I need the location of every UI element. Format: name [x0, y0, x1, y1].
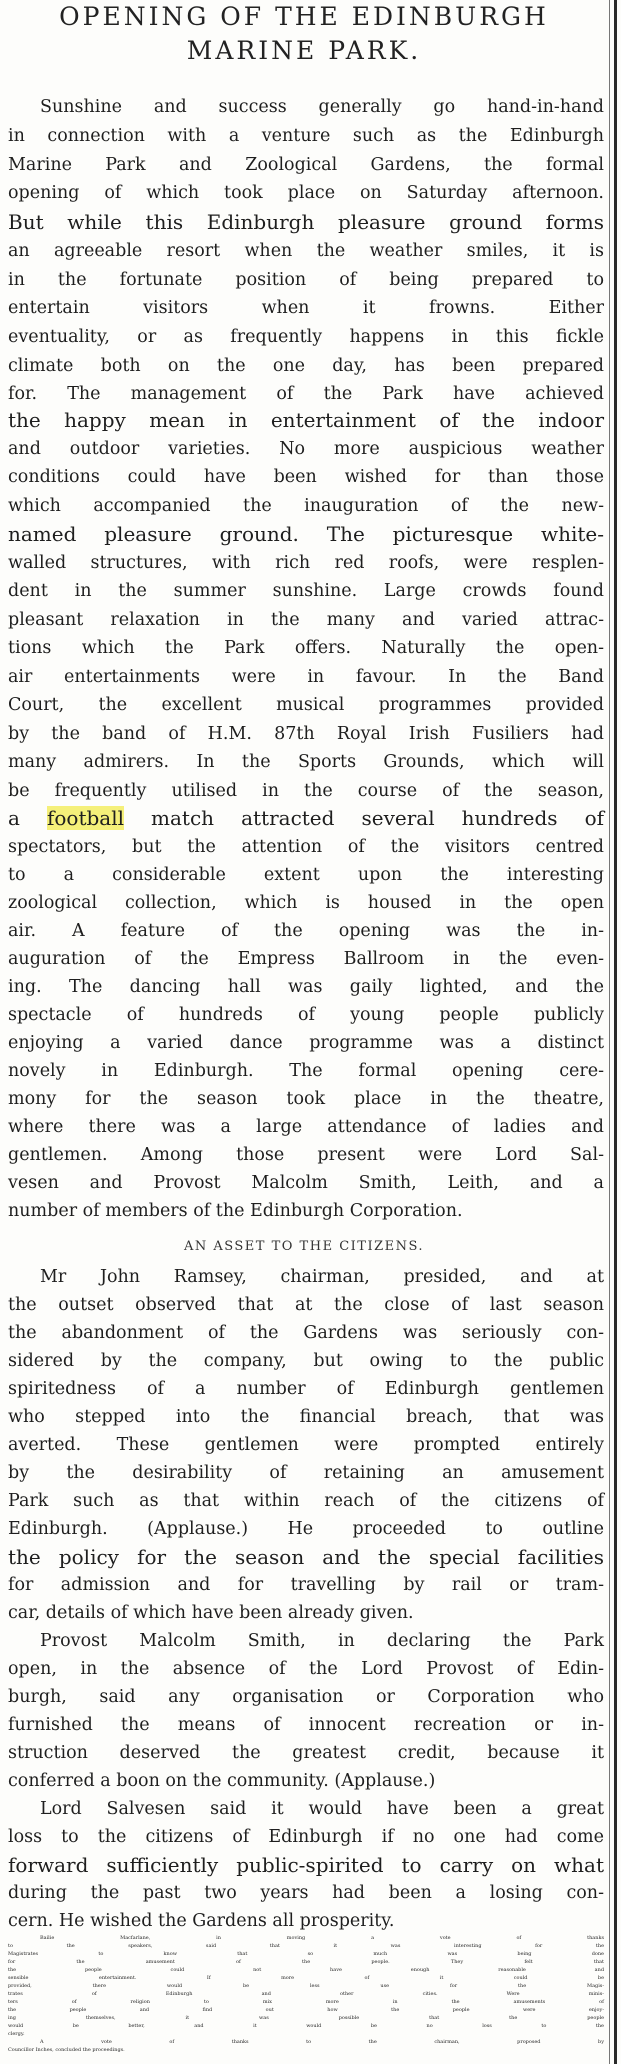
article-line: Edinburgh. (Applause.) He proceeded to outline	[8, 1519, 604, 1539]
article-line: the outset observed that at the close of last season	[8, 1295, 604, 1315]
article-line: to the speakers, said that it was interesting for the	[8, 1943, 604, 1949]
article-line: during the past two years had been a losing con-	[8, 1883, 604, 1903]
headline-line-1: OPENING OF THE EDINBURGH	[59, 2, 549, 31]
article-line: car, details of which have been already given.	[8, 1603, 414, 1623]
column-rule	[614, 0, 617, 2064]
article-line: mony for the season took place in the theatre,	[8, 1089, 604, 1109]
article-line: for the amusement of the people. They felt that	[8, 1959, 604, 1965]
article-line: the happy mean in entertainment of the indoor	[8, 408, 604, 432]
article-line: furnished the means of innocent recreation or in-	[8, 1715, 604, 1735]
article-line: tions which the Park offers. Naturally the open-	[8, 638, 604, 658]
article-line: walled structures, with rich red roofs, were resplen-	[8, 553, 604, 573]
article-line: air. A feature of the opening was the in-	[8, 921, 604, 941]
article-line: spectacle of hundreds of young people publicly	[8, 1005, 604, 1025]
article-line: ing themselves, it was possible that the people	[8, 2015, 604, 2021]
article-line: pleasant relaxation in the many and varied attrac-	[8, 610, 604, 630]
article-line: Mr John Ramsey, chairman, presided, and at	[40, 1267, 604, 1287]
article-line: the people and find out how the people were enjoy-	[8, 2007, 604, 2013]
article-line: Bailie Macfarlane, in moving a vote of thanks	[40, 1935, 604, 1941]
article-line: who stepped into the financial breach, that was	[8, 1407, 604, 1427]
article-line: in the fortunate position of being prepared to	[8, 270, 604, 290]
article-line: opening of which took place on Saturday afternoon.	[8, 183, 604, 203]
article-line: Park such as that within reach of the citizens of	[8, 1491, 604, 1511]
headline-line-2: MARINE PARK.	[186, 36, 422, 65]
article-line: the abandonment of the Gardens was seriously con-	[8, 1323, 604, 1343]
article-line: enjoying a varied dance programme was a distinct	[8, 1033, 604, 1053]
article-line: would be better, and it would be no loss to the	[8, 2023, 604, 2029]
article-line: Councillor Inches, concluded the proceedings.	[8, 2047, 125, 2053]
article-line: dent in the summer sunshine. Large crowds found	[8, 581, 604, 601]
article-line: where there was a large attendance of ladies and	[8, 1117, 604, 1137]
article-line: conferred a boon on the community. (Applause.)	[8, 1771, 436, 1791]
article-line: loss to the citizens of Edinburgh if no one had come	[8, 1827, 604, 1847]
article-line: zoological collection, which is housed in the open	[8, 893, 604, 913]
article-line: gentlemen. Among those present were Lord Sal-	[8, 1145, 604, 1165]
article-line: novely in Edinburgh. The formal opening cere-	[8, 1061, 604, 1081]
article-line: clergy.	[8, 2031, 25, 2037]
article-line: which accompanied the inauguration of the new-	[8, 496, 604, 516]
article-line: the policy for the season and the special facilities	[8, 1545, 604, 1569]
article-line: named pleasure ground. The picturesque white-	[8, 522, 604, 546]
article-line: for admission and for travelling by rail or tram-	[8, 1575, 604, 1595]
article-line: open, in the absence of the Lord Provost of Edin-	[8, 1659, 604, 1679]
article-line: be frequently utilised in the course of the season,	[8, 781, 604, 801]
article-line: burgh, said any organisation or Corporation who	[8, 1687, 604, 1707]
line-text-before: a	[8, 806, 47, 830]
article-line: climate both on the one day, has been prepared	[8, 356, 604, 376]
article-line: the people could not have enough reasonable and	[8, 1967, 604, 1973]
article-line: number of members of the Edinburgh Corporation.	[8, 1201, 463, 1221]
article-line: spectators, but the attention of the visitors centred	[8, 837, 604, 857]
article-line: entertain visitors when it frowns. Either	[8, 298, 604, 318]
article-line: by the band of H.M. 87th Royal Irish Fusiliers had	[8, 724, 604, 744]
article-line: Provost Malcolm Smith, in declaring the Park	[40, 1631, 604, 1651]
column-rule-thin	[609, 0, 610, 2064]
article-line: eventuality, or as frequently happens in this fickle	[8, 327, 604, 347]
article-line: an agreeable resort when the weather smiles, it is	[8, 241, 604, 261]
article-line: forward sufficiently public-spirited to carry on what	[8, 1853, 604, 1877]
article-line: air entertainments were in favour. In the Band	[8, 667, 604, 687]
article-line: sidered by the company, but owing to the public	[8, 1351, 604, 1371]
article-line: struction deserved the greatest credit, because it	[8, 1743, 604, 1763]
article-line: provided, there would be less use for the Magis-	[8, 1983, 604, 1989]
article-line: A vote of thanks to the chairman, proposed by	[40, 2039, 604, 2045]
article-line: spiritedness of a number of Edinburgh gentlemen	[8, 1379, 604, 1399]
article-line: Magistrates to know that so much was being done	[8, 1951, 604, 1957]
highlighted-word: football	[46, 806, 125, 830]
article-line: Lord Salvesen said it would have been a great	[40, 1799, 604, 1819]
article-line-highlighted	[8, 803, 604, 833]
article-line: trates of Edinburgh and other cities. Were minis-	[8, 1991, 604, 1997]
article-line: Court, the excellent musical programmes provided	[8, 695, 604, 715]
article-line: ing. The dancing hall was gaily lighted, and the	[8, 977, 604, 997]
article-line: cern. He wished the Gardens all prosperity.	[8, 1911, 395, 1931]
article-line: vesen and Provost Malcolm Smith, Leith, and a	[8, 1173, 604, 1193]
article-line: to a considerable extent upon the interesting	[8, 865, 604, 885]
article-line: But while this Edinburgh pleasure ground forms	[8, 210, 604, 234]
article-line: ters of religion to mix more in the amusements of	[8, 1999, 604, 2005]
article-line: many admirers. In the Sports Grounds, which will	[8, 752, 604, 772]
article-line: conditions could have been wished for than those	[8, 467, 604, 487]
article-line: and outdoor varieties. No more auspicious weather	[8, 439, 604, 459]
subheading: AN ASSET TO THE CITIZENS.	[183, 1239, 425, 1254]
article-line: by the desirability of retaining an amusement	[8, 1463, 604, 1483]
article-line: averted. These gentlemen were prompted entirely	[8, 1435, 604, 1455]
article-line: for. The management of the Park have achieved	[8, 384, 604, 404]
line-text-after: match attracted several hundreds of	[124, 806, 605, 830]
article-line: Marine Park and Zoological Gardens, the formal	[8, 155, 604, 175]
article-line: auguration of the Empress Ballroom in the even-	[8, 949, 604, 969]
article-line: sensible entertainment. If more of it could be	[8, 1975, 604, 1981]
article-line: in connection with a venture such as the Edinburgh	[8, 126, 604, 146]
article-line: Sunshine and success generally go hand-in-hand	[40, 97, 604, 117]
